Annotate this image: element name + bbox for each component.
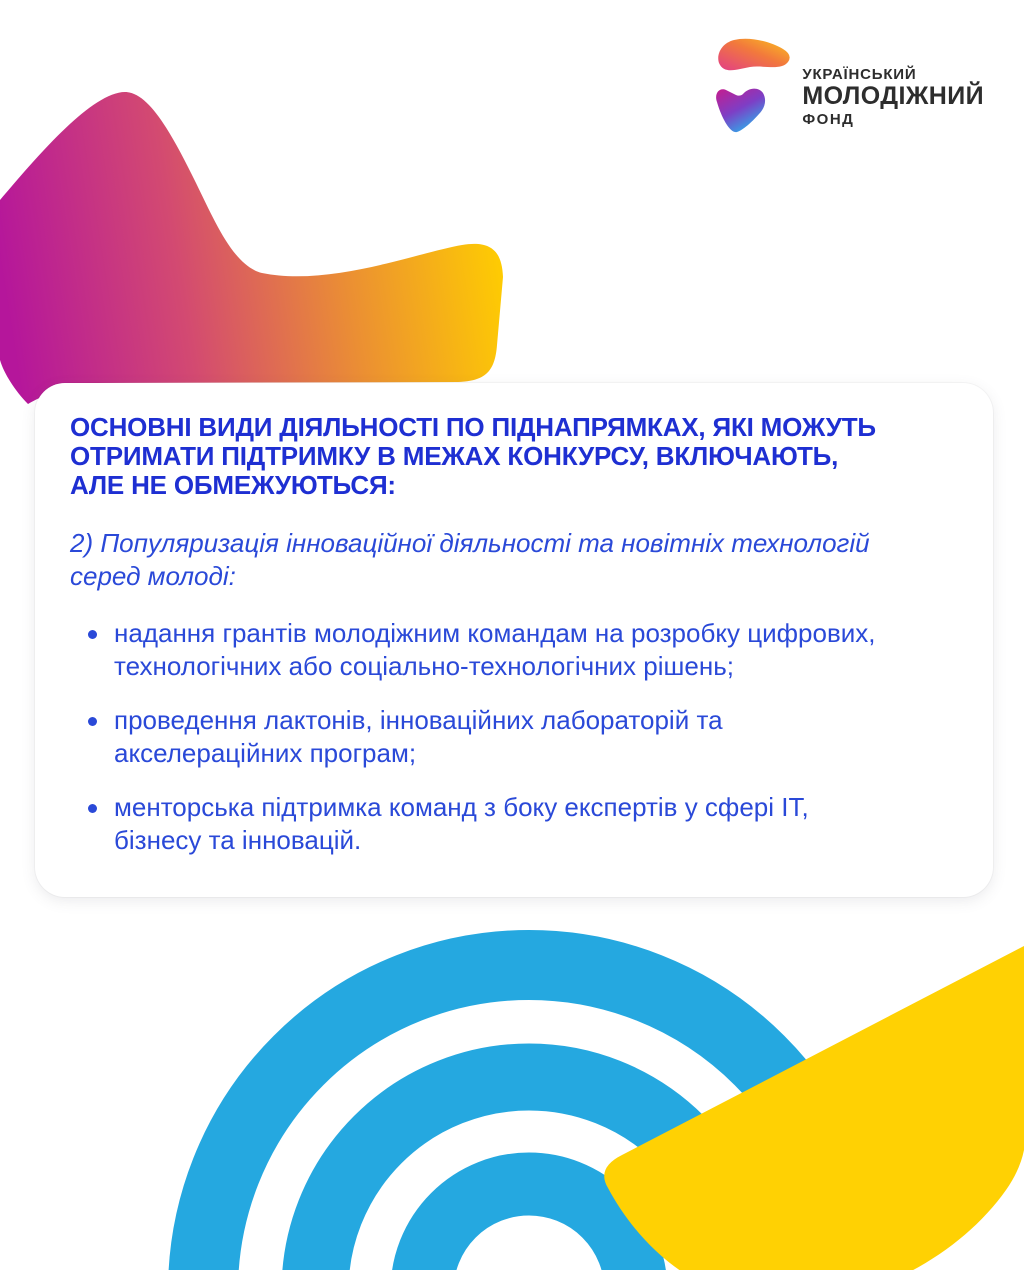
logo-line-fund: ФОНД [802,111,855,128]
yellow-corner-shape [604,946,1024,1280]
top-left-gradient-shape [0,92,503,404]
concentric-arcs-graphic [203,965,855,1280]
bullet-1-line-2: технологічних або соціально-технологічних рішень; [114,651,734,681]
bullet-dot [88,717,97,726]
bullet-3-line-1: менторська підтримка команд з боку експертів у сфері ІТ, [114,792,809,822]
bullet-dot [88,630,97,639]
card-heading [70,413,958,500]
heading-line-1: ОСНОВНІ ВИДИ ДІЯЛЬНОСТІ ПО ПІДНАПРЯМКАХ, ЯКІ МОЖУТЬ [70,412,876,442]
bullet-3-line-2: бізнесу та інновацій. [114,825,362,855]
list-item [88,704,958,770]
bullet-2-line-1: проведення лактонів, інноваційних лабораторій та [114,705,723,735]
bullet-text [114,791,809,857]
subheading-line-2: серед молоді: [70,561,236,591]
subheading-line-1: 2) Популяризація інноваційної діяльності та новітніх технологій [70,528,870,558]
logo-bottom-shape [716,89,765,133]
card-subheading [70,527,958,593]
fund-logo-text [802,36,984,129]
bullet-2-line-2: акселераційних програм; [114,738,417,768]
bullet-dot [88,804,97,813]
activity-list [70,617,958,857]
list-item [88,617,958,683]
bullet-text [114,704,723,770]
bullet-text [114,617,876,683]
fund-logo [712,36,984,136]
heading-line-3: АЛЕ НЕ ОБМЕЖУЮТЬСЯ: [70,470,396,500]
heading-line-2: ОТРИМАТИ ПІДТРИМКУ В МЕЖАХ КОНКУРСУ, ВКЛЮЧАЮТЬ, [70,441,839,471]
bottom-margin [0,1270,1024,1280]
logo-line-youth: МОЛОДІЖНИЙ [802,82,984,110]
fund-logo-icon [712,36,796,136]
list-item [88,791,958,857]
logo-line-ukrainian: УКРАЇНСЬКИЙ [802,66,917,83]
logo-top-shape [719,39,790,71]
content-card [35,383,993,897]
bullet-1-line-1: надання грантів молодіжним командам на розробку цифрових, [114,618,876,648]
